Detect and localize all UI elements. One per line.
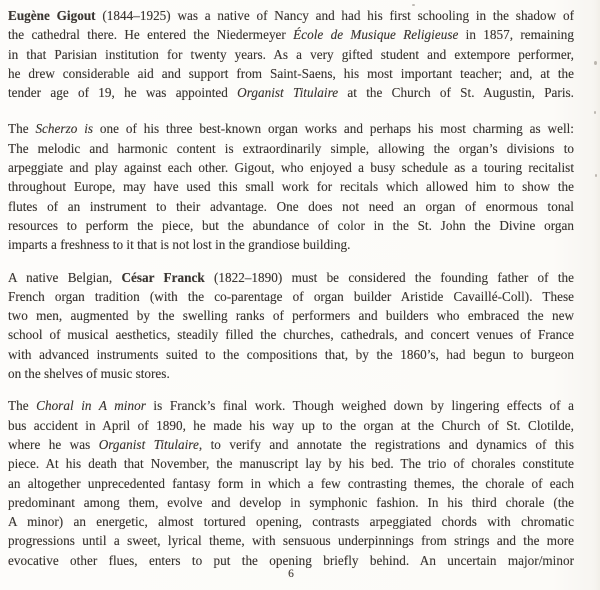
text-segment: he drew considerable aid and support from Saint-Saens, his most important teacher; and, at the <box>8 65 574 81</box>
text-segment: imparts a freshness to it that is not lost in the grandiose building. <box>8 237 351 253</box>
text-segment: evocative other flues, enters to put the opening briefly behind. An uncertain major/minor <box>8 552 574 568</box>
text-segment: is Franck’s final work. Though weighed down by lingering effects of a <box>145 398 574 414</box>
text-segment: Organist Titulaire <box>237 85 339 101</box>
text-segment: Choral in A minor <box>36 398 146 414</box>
text-segment: two men, augmented by the swelling ranks of performers and builders who embraced the new <box>8 308 574 324</box>
text-line <box>8 216 574 235</box>
text-line <box>8 6 574 25</box>
text-segment: an altogether unprecedented fantasy form in which a few contrasting themes, the chorale of each <box>8 475 574 491</box>
paragraph <box>8 268 574 384</box>
text-segment: César Franck <box>121 269 205 285</box>
text-line <box>8 531 574 550</box>
text-segment: Eugène Gigout <box>8 8 96 23</box>
text-line <box>8 396 574 415</box>
text-segment: flutes of an instrument to their advantage. One does not need an organ of enormous tonal <box>8 198 574 214</box>
text-segment: tender age of 19, he was appointed <box>8 85 238 101</box>
scan-speck <box>594 111 596 114</box>
text-line <box>8 197 574 216</box>
text-line <box>8 512 574 531</box>
text-segment: where he was <box>8 436 99 452</box>
text-line <box>8 139 574 158</box>
page-number: 6 <box>288 568 294 580</box>
text-segment: A native Belgian, <box>8 269 122 285</box>
text-line <box>8 235 574 254</box>
text-line <box>8 45 574 64</box>
text-line <box>8 454 574 473</box>
text-segment: French organ tradition (with the co-parentage of organ builder Aristide Cavaillé-Coll). These <box>8 288 574 304</box>
text-line <box>8 306 574 325</box>
text-line <box>8 268 574 287</box>
text-segment: (1822–1890) must be considered the founding father of the <box>204 269 574 285</box>
text-line <box>8 364 574 383</box>
text-line <box>8 474 574 493</box>
scan-speck <box>594 61 597 65</box>
text-line <box>8 493 574 512</box>
text-line <box>8 287 574 306</box>
scan-speck <box>412 4 415 6</box>
text-segment: A minor) an energetic, almost tortured opening, contrasts arpeggiated chords with chromatic <box>8 514 574 530</box>
text-line <box>8 435 574 454</box>
text-segment: at the Church of St. Augustin, Paris. <box>338 85 574 101</box>
text-segment: in that Parisian institution for twenty years. As a very gifted student and extempore performer, <box>8 46 574 62</box>
text-segment: one of his three best-known organ works and perhaps his most charming as well: <box>93 121 574 137</box>
text-segment: arpeggiate and play against each other. Gigout, who enjoyed a busy schedule as a touring recitalist <box>8 160 574 176</box>
scan-speck <box>595 174 597 177</box>
text-segment: in 1857, remaining <box>458 27 574 43</box>
text-line <box>8 119 574 138</box>
paragraph <box>8 6 574 102</box>
text-line <box>8 25 574 44</box>
text-line <box>8 83 574 102</box>
page-text <box>8 6 574 570</box>
text-segment: the cathedral there. He entered the Niedermeyer <box>8 27 294 43</box>
text-line <box>8 345 574 364</box>
text-line <box>8 416 574 435</box>
text-segment: , to verify and annotate the registrations and dynamics of this <box>198 436 574 452</box>
text-line <box>8 64 574 83</box>
text-segment: (1844–1925) was a native of Nancy and had his first schooling in the shadow of <box>95 8 574 23</box>
text-segment: Organist Titulaire <box>98 436 199 452</box>
text-segment: throughout Europe, may have used this small work for recitals which allowed him to show the <box>8 179 574 195</box>
text-line <box>8 177 574 196</box>
text-segment: piece. At his death that November, the manuscript lay by his bed. The trio of chorales constitute <box>8 456 574 472</box>
text-segment: bus accident in April of 1890, he made his way up to the organ at the Church of St. Clotilde, <box>8 417 574 433</box>
text-segment: on the shelves of music stores. <box>8 366 170 382</box>
text-line <box>8 325 574 344</box>
text-segment: resources to perform the piece, but the abundance of color in the St. John the Divine organ <box>8 217 574 233</box>
text-segment: with advanced instruments suited to the compositions that, by the 1860’s, had begun to burgeon <box>8 346 574 362</box>
text-segment: Scherzo is <box>35 121 94 137</box>
text-segment: The melodic and harmonic content is extraordinarily simple, allowing the organ’s divisions to <box>8 140 574 156</box>
paragraph <box>8 119 574 254</box>
paragraph <box>8 396 574 570</box>
text-segment: The <box>8 121 36 137</box>
text-segment: predominant among them, evolve and develop in symphonic fashion. In his third chorale (the <box>8 494 574 510</box>
text-segment: École de Musique Religieuse <box>293 27 459 43</box>
text-segment: school of musical aesthetics, steadily filled the churches, cathedrals, and concert venues of France <box>8 327 574 343</box>
text-segment: The <box>8 398 37 414</box>
text-line <box>8 158 574 177</box>
text-segment: progressions until a sweet, lyrical theme, with sensuous underpinnings from strings and the more <box>8 533 574 549</box>
